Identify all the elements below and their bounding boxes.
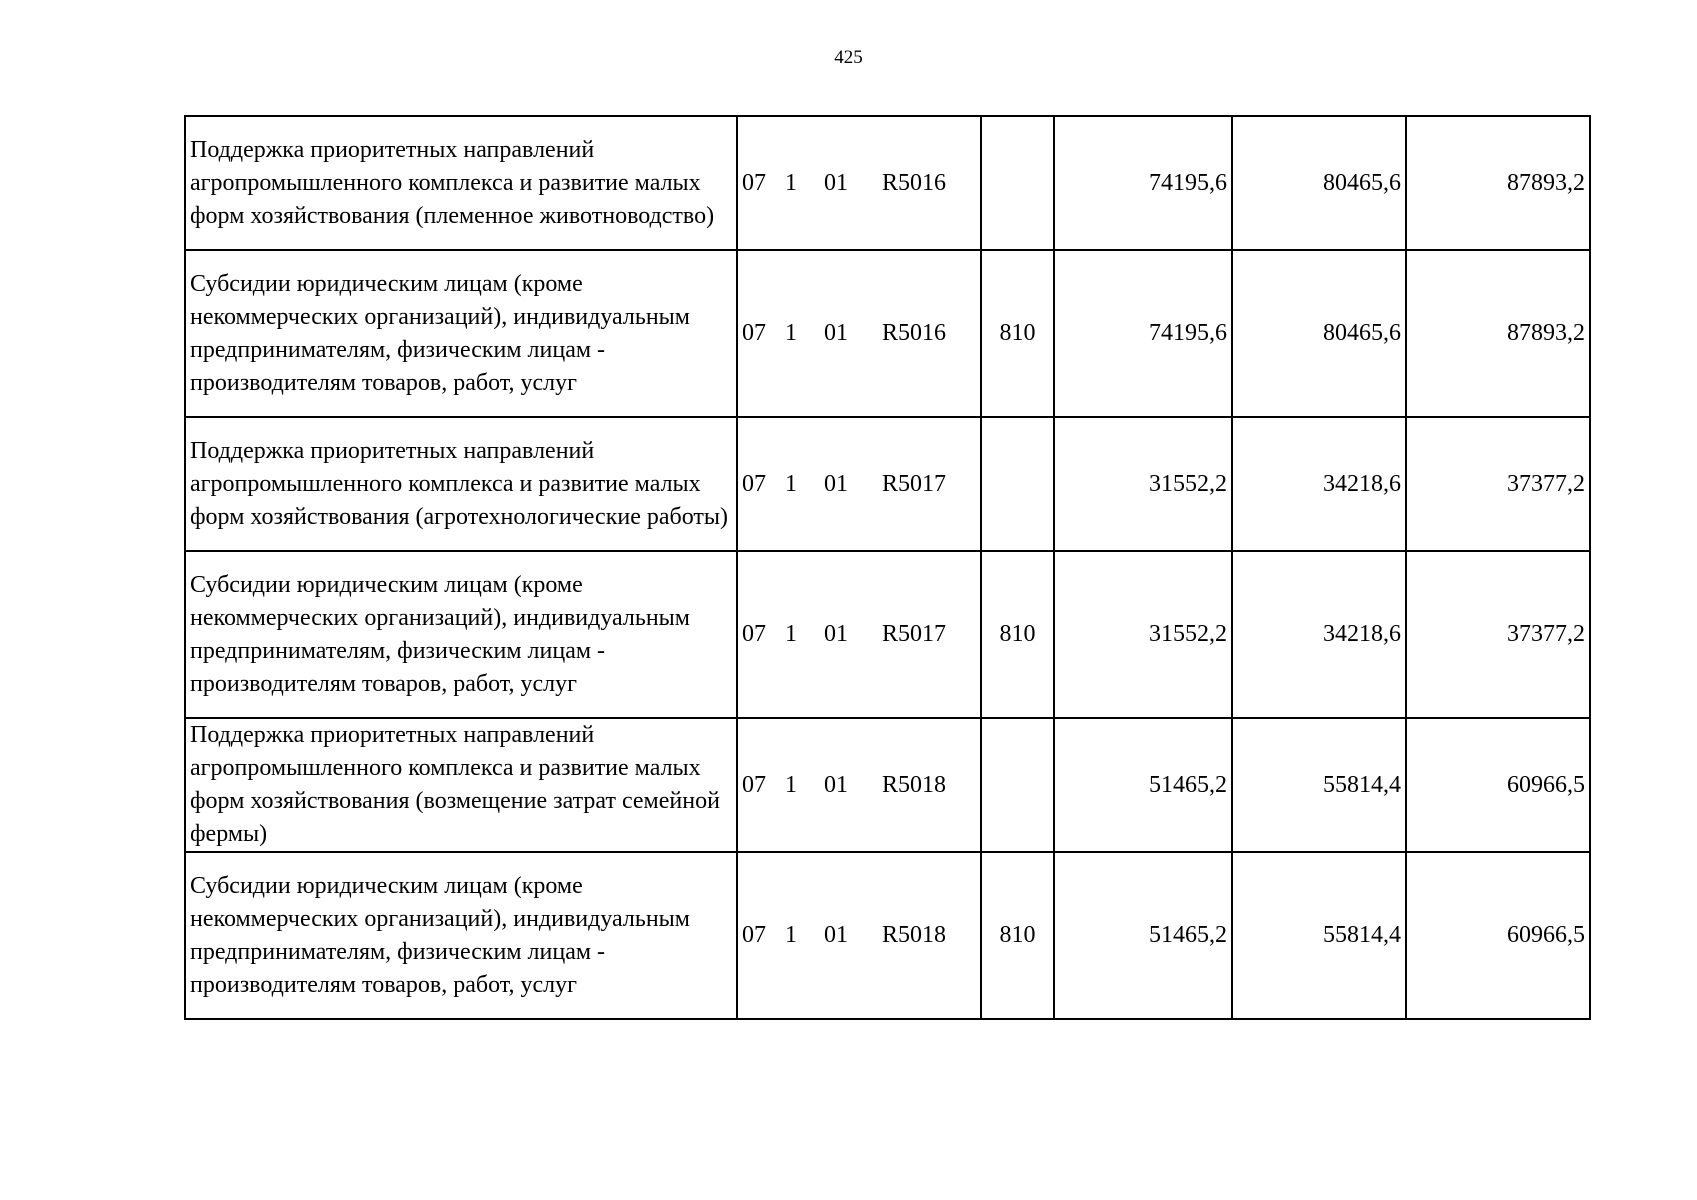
table-row [185,116,1590,250]
main-event-code: 01 [824,470,848,497]
classification-code-cell [737,116,981,250]
direction-code: R5016 [882,169,947,196]
expense-type-cell: 810 [981,852,1054,1019]
direction-code: R5017 [882,470,947,497]
page-number: 425 [834,47,863,68]
program-code: 07 [742,621,766,647]
main-event-code: 01 [824,320,848,346]
program-code: 07 [742,169,766,196]
amount-year-3-cell: 37377,2 [1406,551,1590,718]
classification-code-cell [737,417,981,551]
row-name-cell: Поддержка приоритетных направлений агропромышленного комплекса и развитие малых форм хозяйствования (возмещение затрат семейной фермы) [185,718,737,852]
subprogram-code: 1 [785,470,797,497]
row-name-cell: Поддержка приоритетных направлений агропромышленного комплекса и развитие малых форм хозяйствования (племенное животноводство) [185,116,737,250]
amount-year-1-cell: 51465,2 [1054,852,1232,1019]
main-event-code: 01 [824,922,848,948]
amount-year-1-cell: 74195,6 [1054,250,1232,417]
subprogram-code: 1 [785,922,797,948]
table-row [185,551,1590,718]
subprogram-code: 1 [785,771,797,798]
program-code: 07 [742,320,766,346]
classification-code-cell [737,250,981,417]
classification-code-cell [737,718,981,852]
subprogram-code: 1 [785,320,797,346]
expense-type-cell [981,718,1054,852]
amount-year-1-cell: 74195,6 [1054,116,1232,250]
amount-year-2-cell: 34218,6 [1232,417,1406,551]
classification-code-cell [737,852,981,1019]
expense-type-cell [981,417,1054,551]
budget-table [184,115,1591,1020]
row-name-cell: Субсидии юридическим лицам (кроме некоммерческих организаций), индивидуальным предпринимателям, физическим лицам - производителям товаров, работ, услуг [185,852,737,1019]
amount-year-2-cell: 80465,6 [1232,116,1406,250]
classification-code-cell [737,551,981,718]
amount-year-2-cell: 55814,4 [1232,852,1406,1019]
subprogram-code: 1 [785,621,797,647]
amount-year-3-cell: 60966,5 [1406,852,1590,1019]
main-event-code: 01 [824,621,848,647]
expense-type-cell [981,116,1054,250]
row-name-cell: Поддержка приоритетных направлений агропромышленного комплекса и развитие малых форм хозяйствования (агротехнологические работы) [185,417,737,551]
amount-year-3-cell: 87893,2 [1406,116,1590,250]
subprogram-code: 1 [785,169,797,196]
table-row [185,852,1590,1019]
amount-year-3-cell: 60966,5 [1406,718,1590,852]
table-row [185,417,1590,551]
program-code: 07 [742,771,766,798]
main-event-code: 01 [824,169,848,196]
direction-code: R5018 [882,771,947,798]
direction-code: R5018 [882,922,947,948]
row-name-cell: Субсидии юридическим лицам (кроме некоммерческих организаций), индивидуальным предпринимателям, физическим лицам - производителям товаров, работ, услуг [185,250,737,417]
program-code: 07 [742,922,766,948]
amount-year-1-cell: 51465,2 [1054,718,1232,852]
expense-type-cell: 810 [981,250,1054,417]
amount-year-2-cell: 80465,6 [1232,250,1406,417]
amount-year-1-cell: 31552,2 [1054,551,1232,718]
program-code: 07 [742,470,766,497]
amount-year-3-cell: 37377,2 [1406,417,1590,551]
main-event-code: 01 [824,771,848,798]
expense-type-cell: 810 [981,551,1054,718]
amount-year-1-cell: 31552,2 [1054,417,1232,551]
table-row [185,250,1590,417]
table-row [185,718,1590,852]
amount-year-2-cell: 55814,4 [1232,718,1406,852]
amount-year-2-cell: 34218,6 [1232,551,1406,718]
direction-code: R5016 [882,320,947,346]
amount-year-3-cell: 87893,2 [1406,250,1590,417]
direction-code: R5017 [882,621,947,647]
row-name-cell: Субсидии юридическим лицам (кроме некоммерческих организаций), индивидуальным предпринимателям, физическим лицам - производителям товаров, работ, услуг [185,551,737,718]
budget-table-body [185,116,1590,1019]
